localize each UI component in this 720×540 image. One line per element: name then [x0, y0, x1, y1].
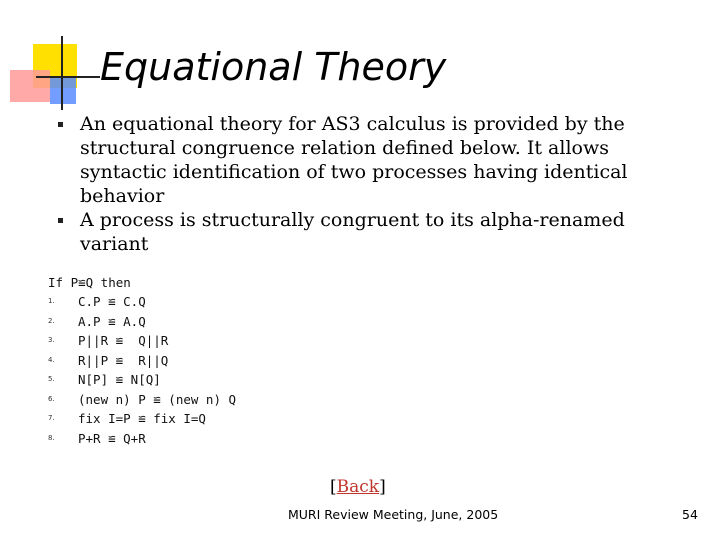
rule-text: A.P ≌ A.Q [78, 313, 146, 329]
rules-header: If P≌Q then [48, 275, 131, 290]
rule-number: 3. [48, 336, 55, 344]
bullet-text: A process is structurally congruent to its alpha-renamed variant [80, 209, 625, 255]
bullet-text: An equational theory for AS3 calculus is provided by the structural congruence relation defined below. It allows syntactic identification of two processes having identical behavior [80, 113, 628, 207]
rule-text: P+R ≌ Q+R [78, 430, 146, 446]
bullet-list [58, 112, 658, 256]
page-number: 54 [682, 507, 698, 522]
back-bracket-open: [ [330, 477, 337, 497]
horizontal-line [36, 76, 100, 78]
bullet-item [58, 112, 658, 208]
rule-number: 5. [48, 375, 55, 383]
rule-number: 4. [48, 355, 55, 364]
back-link[interactable]: Back [336, 477, 380, 497]
vertical-line [61, 36, 63, 110]
rule-row [48, 331, 348, 351]
back-bracket-close: ] [379, 477, 386, 497]
rule-row [48, 312, 348, 332]
blue-square [50, 78, 76, 104]
rule-row [48, 390, 348, 410]
rule-number: 8. [48, 433, 55, 442]
rule-row [48, 429, 348, 449]
rule-number: 6. [48, 394, 55, 403]
rule-row [48, 292, 348, 312]
rule-text: (new n) P ≌ (new n) Q [78, 391, 237, 407]
rule-row [48, 351, 348, 371]
rule-text: N[P] ≌ N[Q] [78, 372, 161, 387]
rule-row [48, 409, 348, 429]
rule-text: fix I=P ≌ fix I=Q [78, 411, 206, 426]
red-square [10, 70, 50, 102]
congruence-rules [48, 274, 348, 448]
back-nav [330, 476, 386, 498]
rule-text: P||R ≌ Q||R [78, 333, 169, 348]
bullet-item [58, 208, 658, 256]
slide-title: Equational Theory [100, 45, 447, 89]
square-bullet-icon [58, 218, 63, 223]
rule-row [48, 370, 348, 390]
square-bullet-icon [58, 122, 63, 127]
rule-text: C.P ≌ C.Q [78, 294, 146, 309]
rule-number: 1. [48, 297, 55, 305]
rule-number: 2. [48, 316, 55, 325]
slide-logo-decoration [0, 0, 110, 110]
rule-text: R||P ≌ R||Q [78, 352, 169, 368]
rule-number: 7. [48, 414, 55, 422]
footer-text: MURI Review Meeting, June, 2005 [288, 507, 499, 522]
